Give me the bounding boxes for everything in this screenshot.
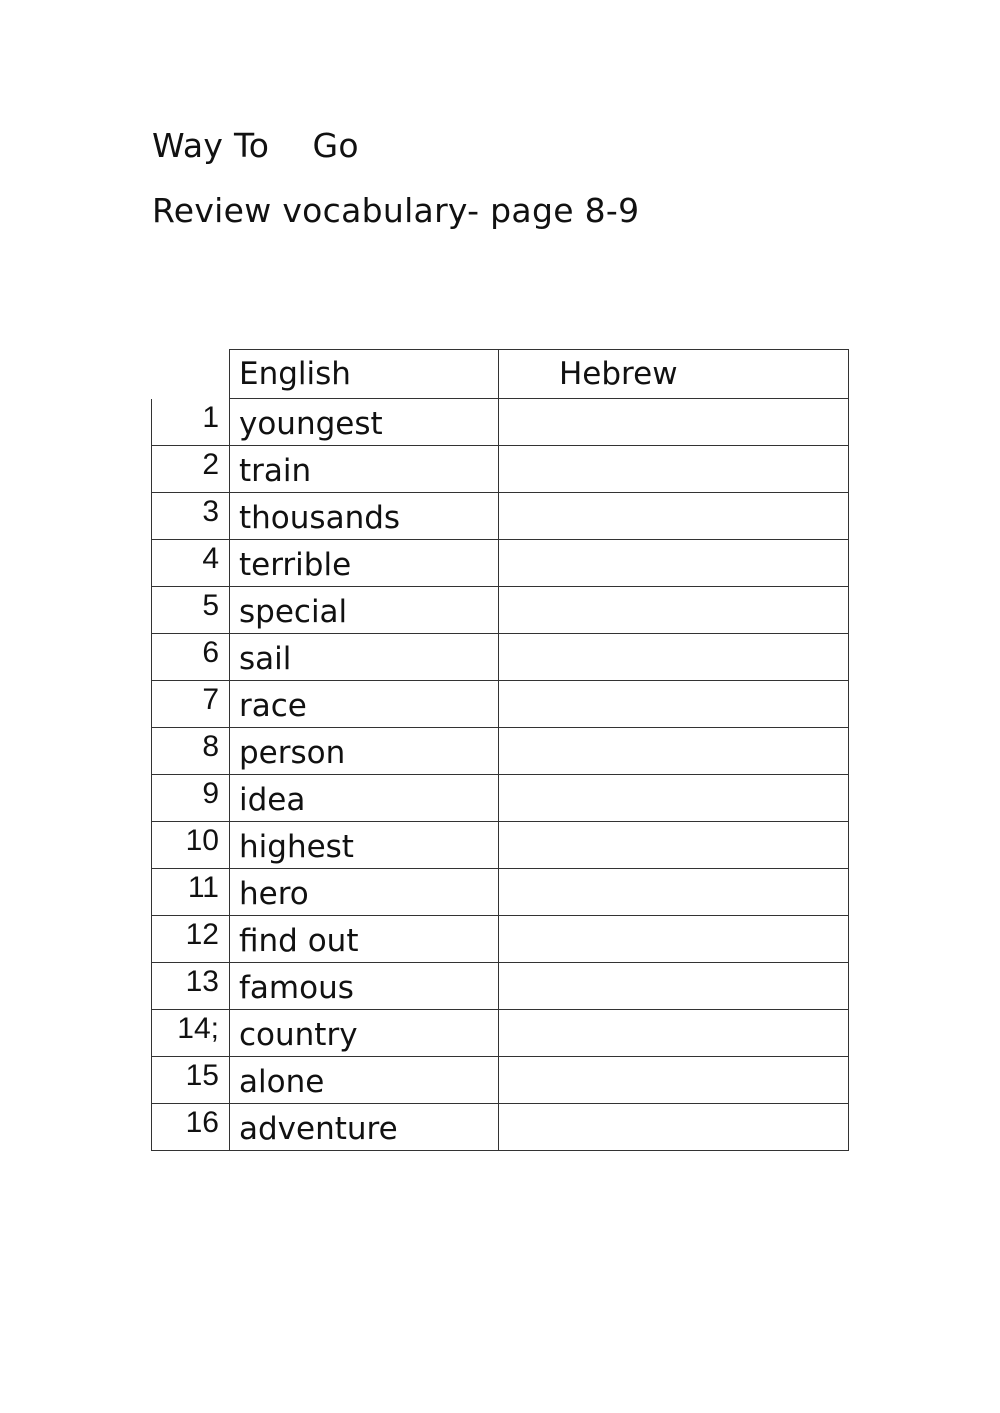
- hebrew-answer-cell[interactable]: [499, 1010, 849, 1057]
- hebrew-answer-cell[interactable]: [499, 587, 849, 634]
- row-number: 12: [152, 916, 230, 963]
- english-word-cell: [230, 1010, 499, 1057]
- worksheet-subtitle: Review vocabulary- page 8-9: [152, 191, 640, 230]
- hebrew-answer-cell[interactable]: [499, 634, 849, 681]
- row-number: 1: [152, 399, 230, 446]
- english-word-cell: [230, 963, 499, 1010]
- row-number: 4: [152, 540, 230, 587]
- worksheet-title: Way To Go: [152, 126, 359, 165]
- row-number: 14;: [152, 1010, 230, 1057]
- row-number: 9: [152, 775, 230, 822]
- hebrew-answer-cell[interactable]: [499, 446, 849, 493]
- table-row: [152, 681, 849, 728]
- english-word: country: [239, 1017, 358, 1053]
- english-word: famous: [239, 970, 354, 1006]
- hebrew-answer-cell[interactable]: [499, 963, 849, 1010]
- row-number: 3: [152, 493, 230, 540]
- hebrew-answer-cell[interactable]: [499, 399, 849, 446]
- table-row: [152, 399, 849, 446]
- row-number: 8: [152, 728, 230, 775]
- table-row: [152, 1057, 849, 1104]
- row-number: 13: [152, 963, 230, 1010]
- table-row: [152, 869, 849, 916]
- row-number: 16: [152, 1104, 230, 1151]
- table-row: [152, 1104, 849, 1151]
- header-hebrew: Hebrew: [499, 350, 849, 399]
- hebrew-answer-cell[interactable]: [499, 681, 849, 728]
- english-word-cell: [230, 540, 499, 587]
- english-word: idea: [239, 782, 306, 818]
- hebrew-answer-cell[interactable]: [499, 916, 849, 963]
- english-word-cell: [230, 775, 499, 822]
- row-number: 10: [152, 822, 230, 869]
- english-word: youngest: [239, 406, 383, 442]
- hebrew-answer-cell[interactable]: [499, 775, 849, 822]
- english-word: highest: [239, 829, 354, 865]
- hebrew-answer-cell[interactable]: [499, 869, 849, 916]
- table-header-row: [152, 350, 849, 399]
- table-row: [152, 963, 849, 1010]
- english-word-cell: [230, 916, 499, 963]
- english-word-cell: [230, 493, 499, 540]
- english-word-cell: [230, 681, 499, 728]
- vocabulary-table: [151, 349, 849, 1151]
- hebrew-answer-cell[interactable]: [499, 540, 849, 587]
- hebrew-answer-cell[interactable]: [499, 822, 849, 869]
- table-row: [152, 1010, 849, 1057]
- english-word: race: [239, 688, 307, 724]
- english-word: find out: [239, 923, 359, 959]
- row-number: 15: [152, 1057, 230, 1104]
- english-word: train: [239, 453, 312, 489]
- table-row: [152, 540, 849, 587]
- header-number-blank: [152, 350, 230, 399]
- english-word-cell: [230, 1057, 499, 1104]
- table-row: [152, 634, 849, 681]
- english-word-cell: [230, 728, 499, 775]
- table-row: [152, 916, 849, 963]
- table-row: [152, 822, 849, 869]
- english-word: person: [239, 735, 346, 771]
- table-row: [152, 493, 849, 540]
- table-row: [152, 728, 849, 775]
- hebrew-answer-cell[interactable]: [499, 728, 849, 775]
- english-word-cell: [230, 399, 499, 446]
- table-row: [152, 446, 849, 493]
- english-word-cell: [230, 587, 499, 634]
- english-word: sail: [239, 641, 292, 677]
- hebrew-answer-cell[interactable]: [499, 1104, 849, 1151]
- english-word-cell: [230, 446, 499, 493]
- row-number: 2: [152, 446, 230, 493]
- english-word-cell: [230, 869, 499, 916]
- row-number: 11: [152, 869, 230, 916]
- row-number: 5: [152, 587, 230, 634]
- english-word: alone: [239, 1064, 325, 1100]
- english-word-cell: [230, 634, 499, 681]
- english-word: hero: [239, 876, 309, 912]
- hebrew-answer-cell[interactable]: [499, 1057, 849, 1104]
- row-number: 7: [152, 681, 230, 728]
- english-word: adventure: [239, 1111, 398, 1147]
- english-word: thousands: [239, 500, 401, 536]
- english-word-cell: [230, 1104, 499, 1151]
- english-word: terrible: [239, 547, 352, 583]
- row-number: 6: [152, 634, 230, 681]
- english-word-cell: [230, 822, 499, 869]
- hebrew-answer-cell[interactable]: [499, 493, 849, 540]
- header-english: English: [230, 350, 499, 399]
- table-row: [152, 775, 849, 822]
- table-row: [152, 587, 849, 634]
- english-word: special: [239, 594, 348, 630]
